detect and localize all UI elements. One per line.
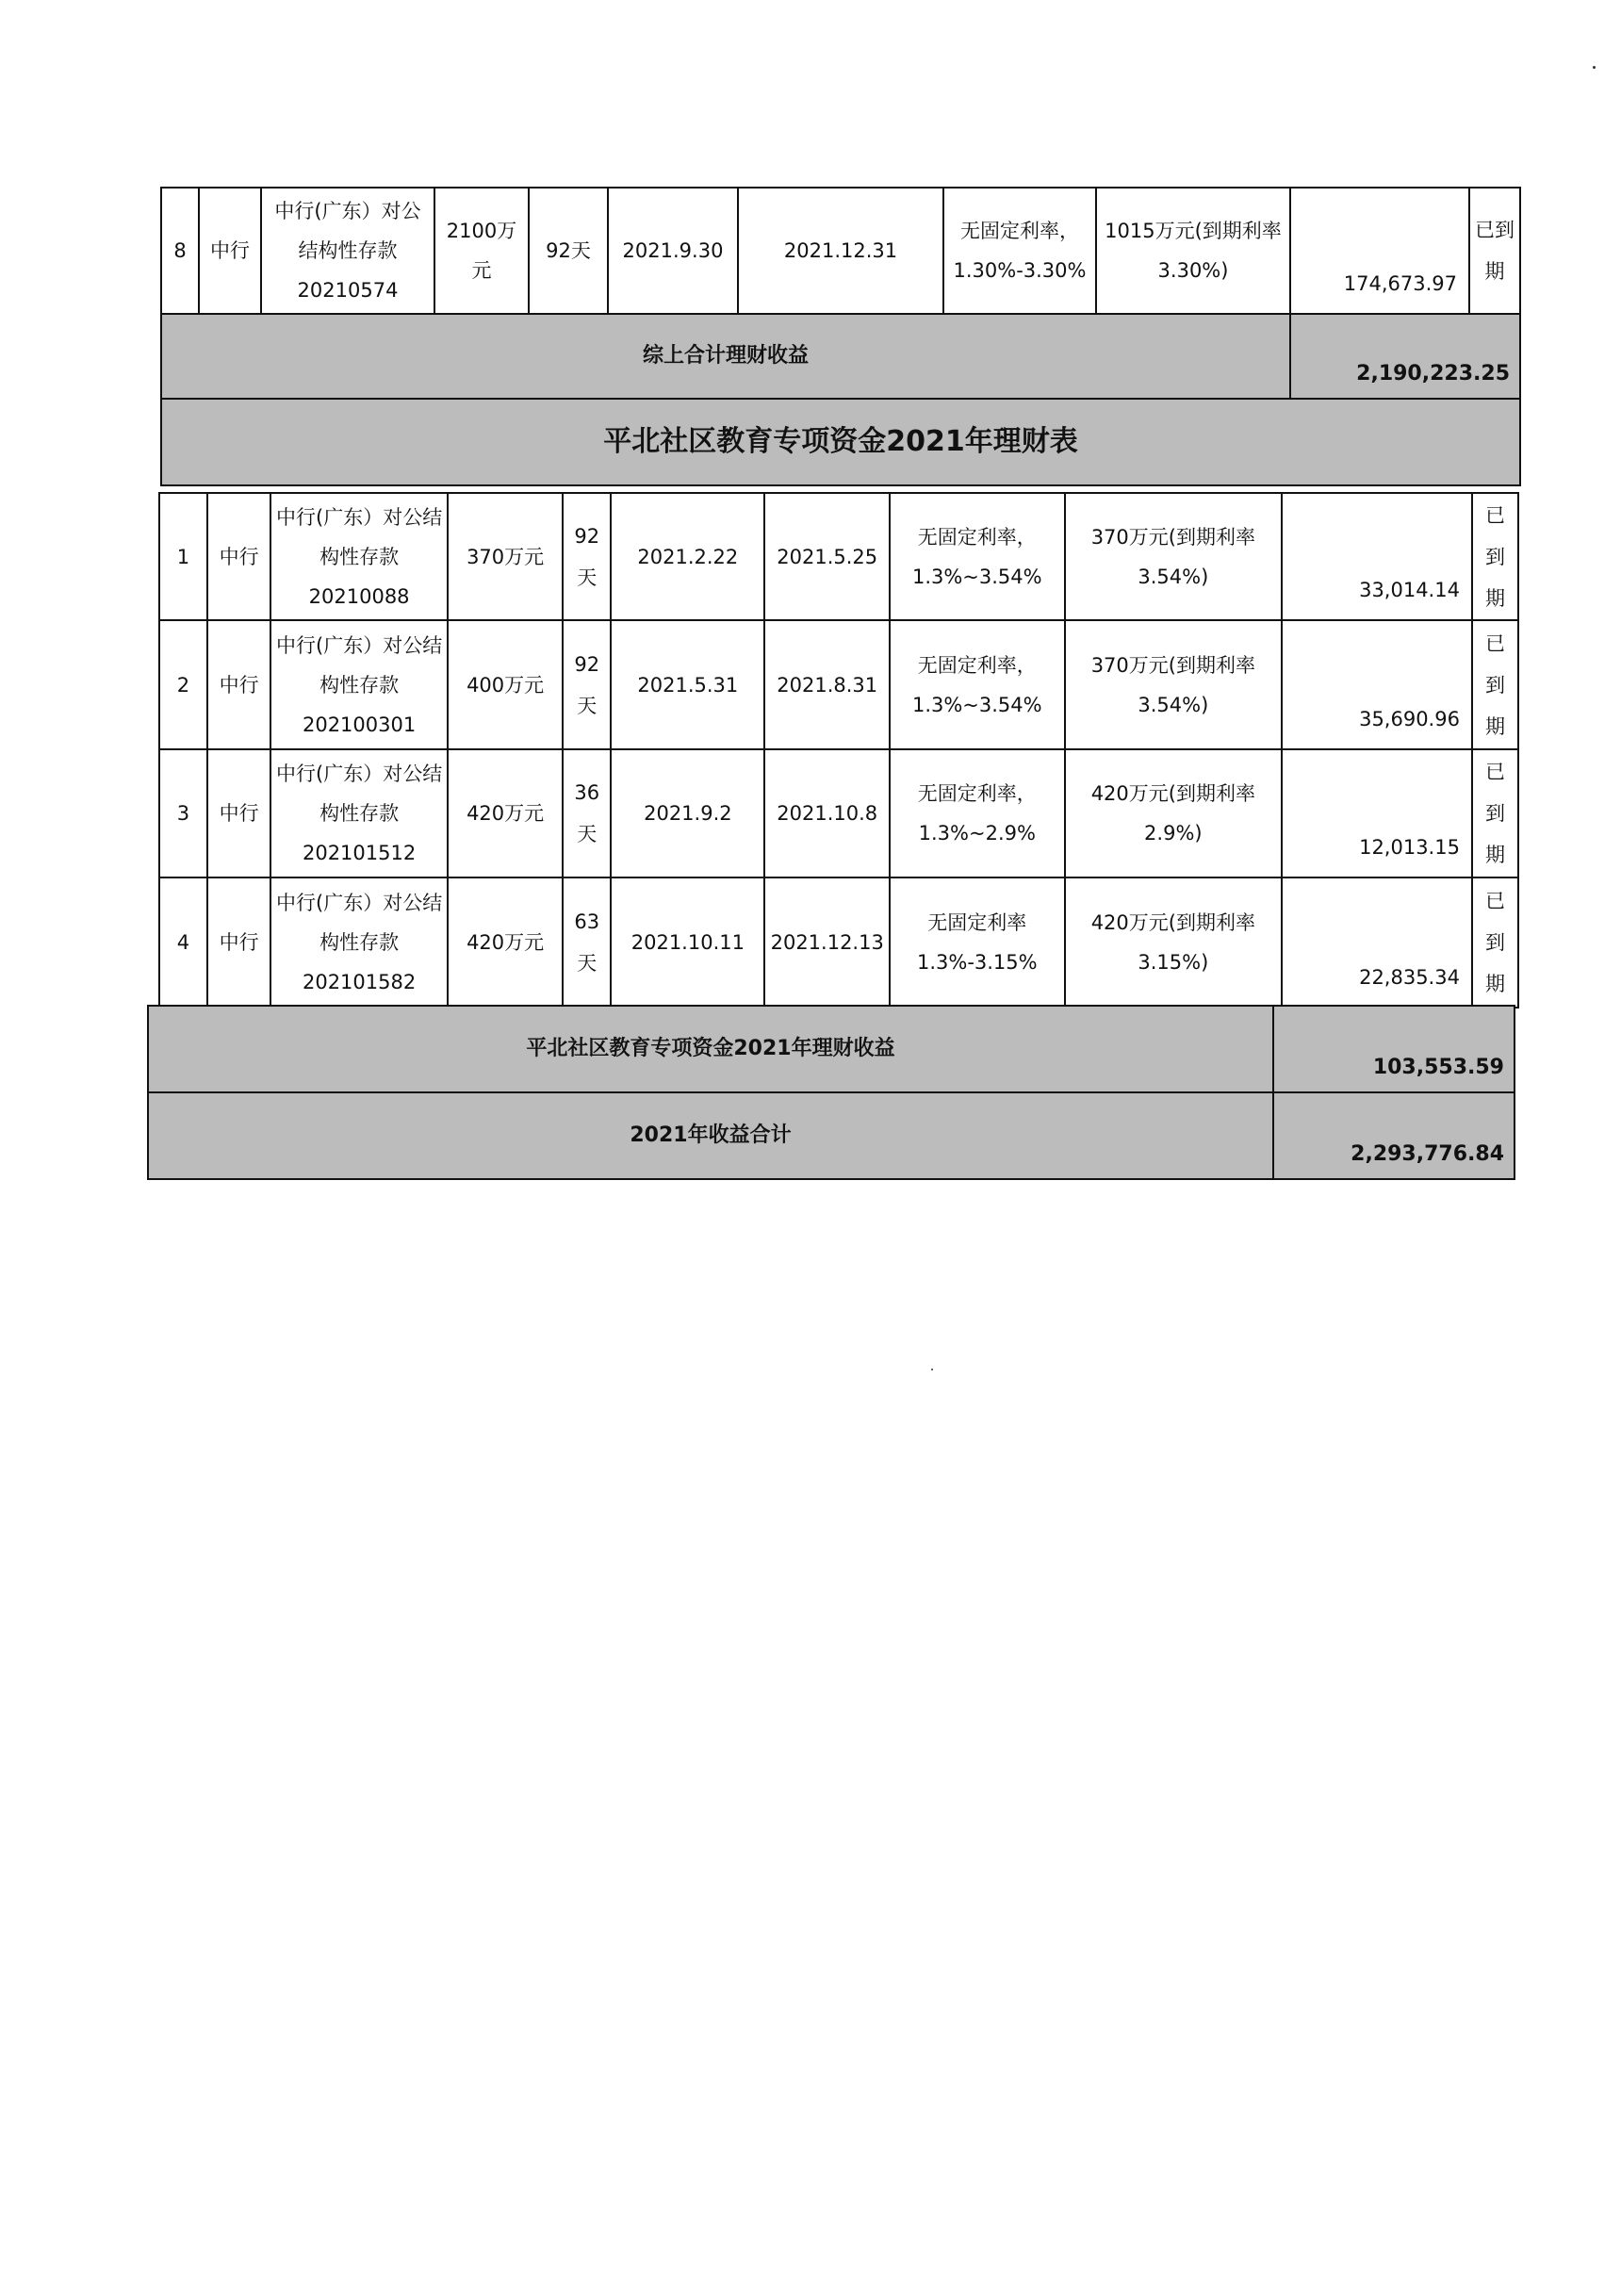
term-cell: 36天 <box>563 749 611 877</box>
bank-cell: 中行 <box>207 493 270 620</box>
table-block-b-summary <box>147 1005 1515 1180</box>
status-cell: 已到期 <box>1472 620 1518 749</box>
total-value: 2,293,776.84 <box>1273 1092 1515 1179</box>
table-row <box>161 188 1520 314</box>
income-cell: 35,690.96 <box>1282 620 1472 749</box>
table-row <box>159 493 1518 620</box>
bank-cell: 中行 <box>207 620 270 749</box>
product-cell: 中行(广东）对公结构性存款202100301 <box>270 620 448 749</box>
amount-cell: 2100万元 <box>434 188 529 314</box>
row-index: 3 <box>159 749 207 877</box>
section-title-row <box>161 399 1520 485</box>
rate-cell: 无固定利率，1.3%~2.9% <box>890 749 1065 877</box>
maturity-cell: 1015万元(到期利率3.30%) <box>1096 188 1290 314</box>
start-date-cell: 2021.9.30 <box>608 188 738 314</box>
scan-speck <box>1593 66 1596 69</box>
start-date-cell: 2021.5.31 <box>611 620 764 749</box>
summary-label: 综上合计理财收益 <box>161 314 1290 399</box>
scan-speck <box>931 1369 933 1370</box>
maturity-cell: 370万元(到期利率3.54%) <box>1065 493 1282 620</box>
summary-row <box>148 1006 1515 1092</box>
status-cell: 已到期 <box>1469 188 1520 314</box>
income-cell: 174,673.97 <box>1290 188 1469 314</box>
rate-cell: 无固定利率，1.3%~3.54% <box>890 493 1065 620</box>
start-date-cell: 2021.10.11 <box>611 877 764 1008</box>
total-row <box>148 1092 1515 1179</box>
rate-cell: 无固定利率，1.3%~3.54% <box>890 620 1065 749</box>
product-cell: 中行(广东）对公结构性存款202101512 <box>270 749 448 877</box>
end-date-cell: 2021.8.31 <box>764 620 890 749</box>
product-cell: 中行(广东）对公结构性存款202101582 <box>270 877 448 1008</box>
table-block-b <box>158 492 1519 1009</box>
maturity-cell: 420万元(到期利率2.9%) <box>1065 749 1282 877</box>
income-cell: 33,014.14 <box>1282 493 1472 620</box>
start-date-cell: 2021.2.22 <box>611 493 764 620</box>
status-cell: 已到期 <box>1472 877 1518 1008</box>
amount-cell: 400万元 <box>448 620 563 749</box>
end-date-cell: 2021.10.8 <box>764 749 890 877</box>
product-cell: 中行(广东）对公结构性存款20210088 <box>270 493 448 620</box>
fund-summary-value: 103,553.59 <box>1273 1006 1515 1092</box>
bank-cell: 中行 <box>207 877 270 1008</box>
amount-cell: 370万元 <box>448 493 563 620</box>
section-title: 平北社区教育专项资金2021年理财表 <box>161 399 1520 485</box>
row-index: 1 <box>159 493 207 620</box>
summary-value: 2,190,223.25 <box>1290 314 1520 399</box>
rate-cell: 无固定利率，1.30%-3.30% <box>943 188 1096 314</box>
product-cell: 中行(广东）对公结构性存款20210574 <box>261 188 434 314</box>
term-cell: 63天 <box>563 877 611 1008</box>
amount-cell: 420万元 <box>448 749 563 877</box>
row-index: 4 <box>159 877 207 1008</box>
term-cell: 92天 <box>563 620 611 749</box>
income-cell: 22,835.34 <box>1282 877 1472 1008</box>
term-cell: 92天 <box>563 493 611 620</box>
status-cell: 已到期 <box>1472 749 1518 877</box>
maturity-cell: 370万元(到期利率3.54%) <box>1065 620 1282 749</box>
income-cell: 12,013.15 <box>1282 749 1472 877</box>
row-index: 8 <box>161 188 199 314</box>
row-index: 2 <box>159 620 207 749</box>
bank-cell: 中行 <box>207 749 270 877</box>
table-block-a <box>160 187 1521 486</box>
table-row <box>159 877 1518 1008</box>
end-date-cell: 2021.12.13 <box>764 877 890 1008</box>
start-date-cell: 2021.9.2 <box>611 749 764 877</box>
table-row <box>159 620 1518 749</box>
fund-summary-label: 平北社区教育专项资金2021年理财收益 <box>148 1006 1273 1092</box>
total-label: 2021年收益合计 <box>148 1092 1273 1179</box>
term-cell: 92天 <box>529 188 608 314</box>
table-row <box>159 749 1518 877</box>
end-date-cell: 2021.5.25 <box>764 493 890 620</box>
bank-cell: 中行 <box>199 188 261 314</box>
status-cell: 已到期 <box>1472 493 1518 620</box>
amount-cell: 420万元 <box>448 877 563 1008</box>
maturity-cell: 420万元(到期利率3.15%) <box>1065 877 1282 1008</box>
summary-row <box>161 314 1520 399</box>
rate-cell: 无固定利率1.3%-3.15% <box>890 877 1065 1008</box>
end-date-cell: 2021.12.31 <box>738 188 943 314</box>
